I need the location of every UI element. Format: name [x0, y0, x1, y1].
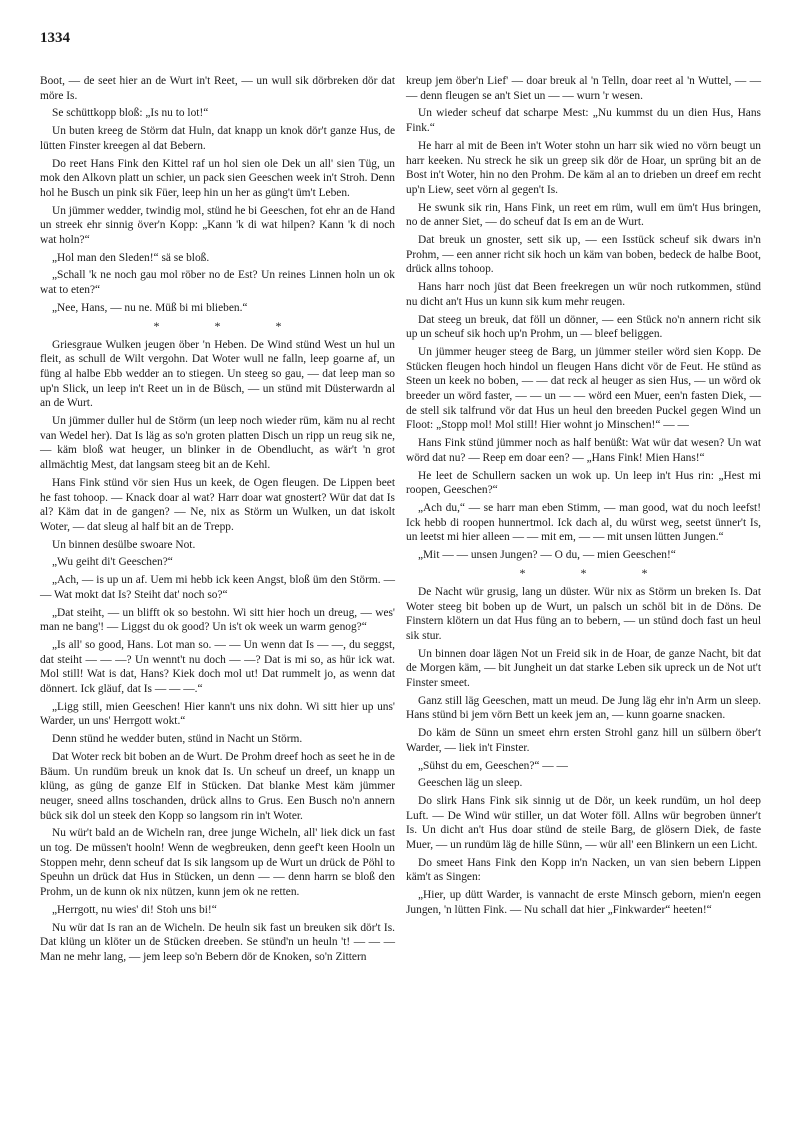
paragraph: Un jümmer heuger steeg de Barg, un jümmer steiler wörd sien Kopp. De Stücken fleugen hoch hindol un fleugen Hans dicht vör de Feut. He stünd as Steen un keek no boben, — — dat reck al heuger as sien Hus, — un wörd ok breeder un wörd faster, — — un — — wörd een Muer, een'n fasten Diek, — de stell sik talfrund vör dat Hus un heul den breeden Puckel gegen Wind un Floot: „Stopp mol! Mol still! Hier wohnt jo Minschen!“ — — — [406, 345, 761, 432]
paragraph: Hans Fink stünd vör sien Hus un keek, de Ogen fleugen. De Lippen beet he fast tohoop. — Knack doar al wat? Harr doar wat gnostert? Wür dat dat Is al? Käm dat in de gangen? — Ne, nix as Störm un Wulken, un dat iskolt Woter, — dat sleug al half bit an de Trepp. — [40, 476, 395, 533]
paragraph: „Ach du,“ — se harr man eben Stimm, — man good, wat du noch leefst! Ick hebb di roopen hunnertmol. Ick dach al, du würst weg, seetst ünner't Is, un leetst mi hier alleen — — mit em, — — mit unsen lütten Jungen.“ — [406, 501, 761, 544]
paragraph: Do käm de Sünn un smeet ehrn ersten Strohl ganz hill un sülbern öber't Warder, — liek in't Finster. — [406, 727, 761, 754]
paragraph: Un buten kreeg de Störm dat Huln, dat knapp un knok dör't ganze Hus, de lütten Finster kreegen al dat Bebern. — [40, 125, 395, 152]
paragraph: Un binnen doar lägen Not un Freid sik in de Hoar, de ganze Nacht, bit dat de Morgen käm, — bit Jungheit un dat starke Leben sik upreck un de Not ut't Finster smeet. — [406, 647, 761, 690]
paragraph: Do reet Hans Fink den Kittel raf un hol sien ole Dek un all' sien Tüg, un mok den Alkovn platt un schier, un pack sien Geeschen week in't Stroh. Denn hol he Busch un pink sik Füer, leep hin un her as güng't üm't Leben. — [40, 157, 395, 199]
paragraph: Geeschen läg un sleep. — [418, 777, 523, 790]
paragraph: Boot, — de seet hier an de Wurt in't Reet, — un wull sik dörbreken dör dat möre Is. — [40, 75, 395, 102]
paragraph: Do slirk Hans Fink sik sinnig ut de Dör, un keek rundüm, un hol deep Luft. — De Wind wür stiller, un dat Woter föll. Allns wür begroben ünner't Is. Un dicht an't Hus doar stünd de steile Barg, de glösern Diek, de faste Muer, — un rundüm läg de hille Sünn, — wür all' een Blinkern un een Licht. — [406, 794, 761, 852]
text-column-left — [40, 74, 395, 968]
paragraph: „Mit — — unsen Jungen? — O du, — mien Geeschen!“ — [418, 549, 676, 562]
paragraph: He leet de Schullern sacken un wok up. Un leep in't Hus rin: „Hest mi roopen, Geeschen?“ — [406, 469, 761, 497]
paragraph: „Schall 'k ne noch gau mol röber no de Est? Un reines Linnen holn un ok wat to eten?“ — [40, 269, 395, 297]
paragraph: „Sühst du em, Geeschen?“ — — — [418, 759, 568, 772]
paragraph: Griesgraue Wulken jeugen öber 'n Heben. De Wind stünd West un hul un fleit, as schull de Wilt vergohn. Dat Woter wull ne falln, leep goarne af, un füng al halbe Ebb wedder an to stiegen. Un steeg so gau, — dat leep man so up'n Slick, un leep in't Reet un in de Büsch, — un stünd mit Düsterwardn al an de Wurt. — [40, 338, 395, 410]
paragraph: „Hol man den Sleden!“ sä se bloß. — [52, 251, 210, 264]
paragraph: „Wu geiht di't Geeschen?“ — [52, 556, 173, 569]
paragraph: „Is all' so good, Hans. Lot man so. — — Un wenn dat Is — —, du seggst, dat steiht — — —? Un wennt't nu doch — —? Dat is mi so, as hür ick wat. Mol still! Wat is dat, Hans? Kiek doch mol ut! Dat rummelt jo, as wenn dat dönnert. Ick gläuf, dat Is — — —.“ — [40, 638, 395, 696]
paragraph: Nu wür dat Is ran an de Wicheln. De heuln sik fast un breuken sik dör't Is. Dat klüng un klöter un de Stücken dreeben. Se stünd'n un heuln 't! — — — Man ne mehr lang, — jem leep so'n Bebern dör de Knoken, so'n Zittern — [40, 921, 395, 963]
paragraph: Denn stünd he wedder buten, stünd in Nacht un Störm. — [52, 733, 303, 746]
paragraph: „Hier, up dütt Warder, is vannacht de erste Minsch geborn, mien'n eegen Jungen, 'n lütten Fink. — Nu schall dat hier „Finkwarder“ heeten!“ — [406, 889, 761, 916]
paragraph: Se schüttkopp bloß: „Is nu to lot!“ — [52, 107, 209, 120]
paragraph: Nu wür't bald an de Wicheln ran, dree junge Wicheln, all' liek dick un fast un tog. De müssen't hooln! Wenn de wegbreuken, denn geef't keen Hooln un Stoppen mehr, denn scheuf dat Is sik langsom up de Wurt un drück de Pöhl to Speuhn un drück dat Hus in Stücken, un denn — — denn harrn se bloß den Prohm, un de kunn ok nix nützen, kunn jem ok ne retten. — [40, 827, 395, 899]
paragraph: De Nacht wür grusig, lang un düster. Wür nix as Störm un breken Is. Dat Woter steeg bit boben up de Wurt, un palsch un schöl bit in de Döns. De Finstern klötern un dat Hus füng an to bebern, — un stünd doch fast un heul sik stur. — [406, 585, 761, 642]
paragraph: Dat Woter reck bit boben an de Wurt. De Prohm dreef hoch as seet he in de Bäum. Un rundüm breuk un knok dat Is. Un scheuf un dreef, un knapp un klüng, as güng de ganze Elf in Stücken. Dat blanke Mest käm jümmer neuger, sneed allns toschanden, drück allns to Grus. Een Busch no'n annern bück sik dol un steek den Kopp so langsom rin in't Woter. — [40, 750, 395, 822]
paragraph: Hans harr noch jüst dat Been freekregen un wür noch rutkommen, stünd nu dicht an't Hus un kunn sik kum mehr reugen. — [406, 281, 761, 308]
paragraph: He harr al mit de Been in't Woter stohn un harr sik wied no vörn beugt un harr keeken. Nu streck he sik un greep sik dör de Hoar, un sprüng bit an de Bost in't Woter, hin no den Prohm. De käm al an to drieben un dreef em recht up'n Liew, seet vörn al gegen't Is. — [406, 139, 761, 196]
text-column-right — [406, 74, 761, 921]
section-divider: * * * — [519, 565, 674, 580]
paragraph: Ganz still läg Geeschen, matt un meud. De Jung läg ehr in'n Arm un sleep. Hans stünd bi jem vörn Bett un keek jem an, — kunn goarne snacken. — [406, 694, 761, 722]
paragraph: Un wieder scheuf dat scharpe Mest: „Nu kummst du un dien Hus, Hans Fink.“ — [406, 107, 761, 135]
paragraph: Un jümmer wedder, twindig mol, stünd he bi Geeschen, fot ehr an de Hand un streek ehr sinnig över'n Kopp: „Kann 'k di wat hilpen? Kann 'k di noch wat holn?“ — [40, 204, 395, 247]
section-divider: * * * — [153, 318, 308, 333]
paragraph: „Ach, — is up un af. Uem mi hebb ick keen Angst, bloß üm den Störm. — — Wat mokt dat Is? Steiht dat' noch so?“ — [40, 574, 395, 601]
paragraph: Dat breuk un gnoster, sett sik up, — een Isstück scheuf sik dwars in'n Prohm, — een anner richt sik hoch un käm van boben, bedeck de halbe Boot, drück allns tohoop. — [406, 234, 761, 276]
paragraph: Hans Fink stünd jümmer noch as half benüßt: Wat wür dat wesen? Un wat wörd dat nu? — Reep em doar een? — „Hans Fink! Mien Hans!“ — [406, 437, 761, 464]
paragraph: „Herrgott, nu wies' di! Stoh uns bi!“ — [52, 903, 217, 916]
paragraph: Un jümmer duller hul de Störm (un leep noch wieder rüm, käm nu al recht van Wedel her). Dat Is läg as so'n groten platten Disch un ripp un reug sik ne, — käm bloß wat heuger, un blinker in de Obendlucht, as wär't 'n grot allmächtig Mest, dat langsam steeg bit an de Kehl. — [40, 415, 395, 472]
paragraph: „Dat steiht, — un blifft ok so bestohn. Wi sitt hier hoch un dreug, — wes' man ne bang'! — Liggst du ok good? Un is't ok week un warm genog?“ — [40, 606, 395, 634]
paragraph: „Ligg still, mien Geeschen! Hier kann't uns nix dohn. Wi sitt hier up uns' Warder, un uns' Herrgott wokt.“ — [40, 700, 395, 728]
page-number: 1334 — [40, 30, 70, 46]
paragraph: He swunk sik rin, Hans Fink, un reet em rüm, wull em üm't Hus bringen, no de anner Siet, — do scheuf dat Is em an de Wurt. — [406, 201, 761, 229]
paragraph: Dat steeg un breuk, dat föll un dönner, — een Stück no'n annern richt sik up un scheuf sik hoch up'n Prohm, un — bleef beliggen. — [406, 313, 761, 341]
paragraph: kreup jem öber'n Lief' — doar breuk al 'n Telln, doar reet al 'n Wuttel, — — — denn fleugen se an't Siet un — — wurn 'r wesen. — [406, 75, 761, 102]
paragraph: „Nee, Hans, — nu ne. Müß bi mi blieben.“ — [52, 301, 248, 314]
paragraph: Do smeet Hans Fink den Kopp in'n Nacken, un van sien bebern Lippen käm't as Singen: — [406, 856, 761, 884]
paragraph: Un binnen desülbe swoare Not. — [52, 538, 196, 551]
